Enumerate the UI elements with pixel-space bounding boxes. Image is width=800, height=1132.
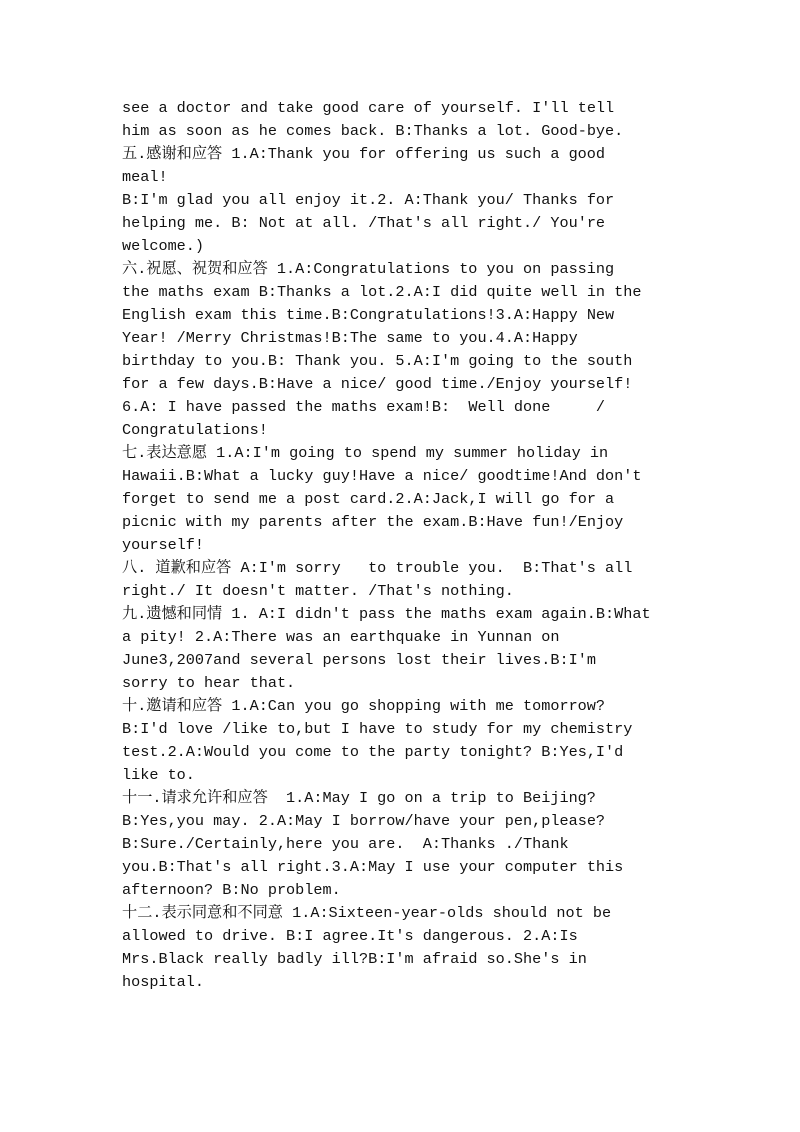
text-line: test.2.A:Would you come to the party tonight? B:Yes,I'd <box>122 743 624 761</box>
section-heading-line: 十二.表示同意和不同意 1.A:Sixteen-year-olds should not be <box>122 904 612 922</box>
section-heading-line: 八. 道歉和应答 A:I'm sorry to trouble you. B:That's all <box>122 559 633 577</box>
section-heading-line: 五.感谢和应答 1.A:Thank you for offering us such a good <box>122 145 606 163</box>
text-line: hospital. <box>122 973 205 991</box>
text-line: English exam this time.B:Congratulations!3.A:Happy New <box>122 306 615 324</box>
text-line: him as soon as he comes back. B:Thanks a lot. Good-bye. <box>122 122 624 140</box>
text-line: June3,2007and several persons lost their lives.B:I'm <box>122 651 596 669</box>
text-line: B:Yes,you may. 2.A:May I borrow/have your pen,please? <box>122 812 606 830</box>
text-line: for a few days.B:Have a nice/ good time./Enjoy yourself! <box>122 375 633 393</box>
text-line: forget to send me a post card.2.A:Jack,I will go for a <box>122 490 615 508</box>
text-line: the maths exam B:Thanks a lot.2.A:I did quite well in the <box>122 283 642 301</box>
text-line: Hawaii.B:What a lucky guy!Have a nice/ goodtime!And don't <box>122 467 642 485</box>
text-line: picnic with my parents after the exam.B:Have fun!/Enjoy <box>122 513 624 531</box>
text-line: sorry to hear that. <box>122 674 296 692</box>
text-line: Mrs.Black really badly ill?B:I'm afraid so.She's in <box>122 950 587 968</box>
text-line: Year! /Merry Christmas!B:The same to you.4.A:Happy <box>122 329 578 347</box>
text-line: you.B:That's all right.3.A:May I use your computer this <box>122 858 624 876</box>
text-line: right./ It doesn't matter. /That's nothing. <box>122 582 514 600</box>
text-line: helping me. B: Not at all. /That's all right./ You're <box>122 214 606 232</box>
text-line: a pity! 2.A:There was an earthquake in Yunnan on <box>122 628 560 646</box>
text-line: B:I'm glad you all enjoy it.2. A:Thank you/ Thanks for <box>122 191 615 209</box>
text-line: afternoon? B:No problem. <box>122 881 341 899</box>
text-line: Congratulations! <box>122 421 268 439</box>
section-heading-line: 十.邀请和应答 1.A:Can you go shopping with me tomorrow? <box>122 697 606 715</box>
text-line: meal! <box>122 168 168 186</box>
text-line: like to. <box>122 766 195 784</box>
text-line: allowed to drive. B:I agree.It's dangerous. 2.A:Is <box>122 927 578 945</box>
section-heading-line: 六.祝愿、祝贺和应答 1.A:Congratulations to you on passing <box>122 260 615 278</box>
text-line: B:I'd love /like to,but I have to study for my chemistry <box>122 720 633 738</box>
text-line: 6.A: I have passed the maths exam!B: Well done / <box>122 398 606 416</box>
text-line: B:Sure./Certainly,here you are. A:Thanks ./Thank <box>122 835 569 853</box>
text-line: welcome.) <box>122 237 205 255</box>
text-line: yourself! <box>122 536 205 554</box>
section-heading-line: 十一.请求允许和应答 1.A:May I go on a trip to Beijing? <box>122 789 596 807</box>
section-heading-line: 七.表达意愿 1.A:I'm going to spend my summer holiday in <box>122 444 609 462</box>
document-body <box>122 97 682 994</box>
text-line: see a doctor and take good care of yourself. I'll tell <box>122 99 615 117</box>
section-heading-line: 九.遗憾和同情 1. A:I didn't pass the maths exam again.B:What <box>122 605 651 623</box>
text-line: birthday to you.B: Thank you. 5.A:I'm going to the south <box>122 352 633 370</box>
